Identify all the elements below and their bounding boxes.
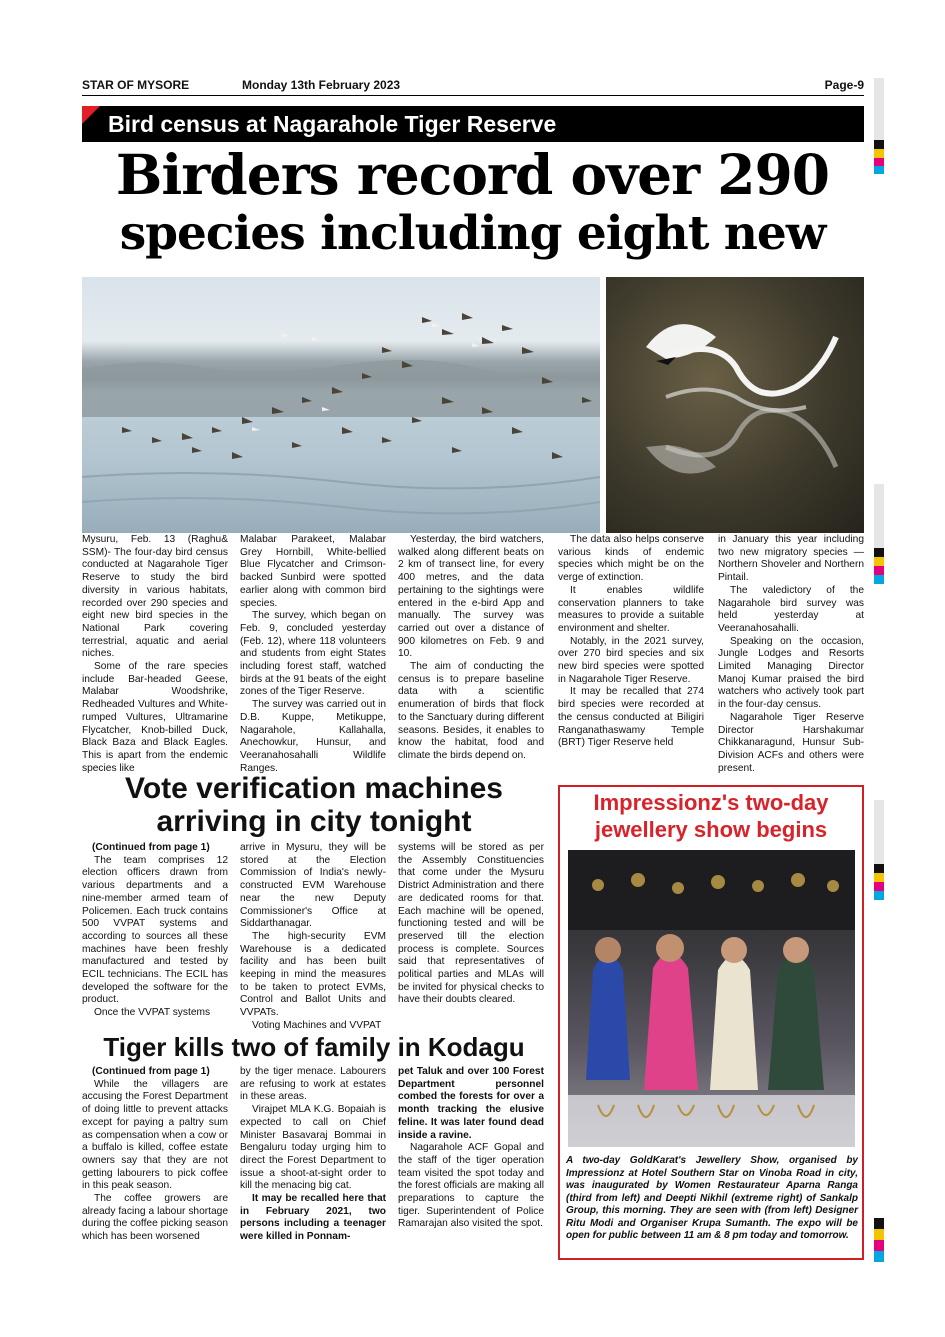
issue-date: Monday 13th February 2023 [242, 78, 401, 92]
tiger-paragraph: pet Taluk and over 100 Forest Department personnel combed the forests for over a month tracking the elusive feline. It was later found dead inside a ravine. [398, 1066, 544, 1141]
lead-paragraph: Speaking on the occasion, Jungle Lodges and Resorts Limited Managing Director Manoj Kumar praised the bird watchers who actively took part in the four-day census. [718, 635, 864, 711]
lead-paragraph: Malabar Parakeet, Malabar Grey Hornbill, White-bellied Blue Flycatcher and Crimson-backed Sunbird were spotted earlier along with common bird species. [240, 534, 386, 609]
registration-mark-middle [874, 484, 884, 584]
lead-column-2 [240, 534, 386, 775]
flock-of-birds-illustration [82, 277, 600, 533]
lead-headline-line2: species including eight new [119, 206, 826, 261]
lead-paragraph: Notably, in the 2021 survey, over 270 bird species and six new bird species were spotted in Nagarahole Tiger Reserve. [558, 635, 704, 685]
lead-kicker-bar [82, 106, 864, 142]
tiger-paragraph: Virajpet MLA K.G. Bopaiah is expected to call on Chief Minister Basavaraj Bommai in Bengaluru today urging him to direct the Forest Department to issue a shoot-at-sight order to kill the menacing big cat. [240, 1104, 386, 1192]
tiger-column-1 [82, 1066, 228, 1244]
lead-column-5 [718, 534, 864, 775]
tiger-headline: Tiger kills two of family in Kodagu [103, 1032, 525, 1062]
vvpat-column-3 [398, 842, 544, 1007]
lead-paragraph: The survey was carried out in D.B. Kuppe, Metikuppe, Nagarahole, Kallahalla, Anechowkur, Hunsur, and Veeranahosahalli Wildlife Ranges. [240, 699, 386, 774]
vvpat-headline [82, 772, 546, 838]
tiger-paragraph: The coffee growers are already facing a labour shortage during the coffee picking season which has been worsened [82, 1193, 228, 1243]
vvpat-paragraph: The team comprises 12 election officers drawn from various departments and a nine-member armed team of Policemen. Each truck contains 500 VVPAT systems and according to sources all these machines have been freshly manufactured and tested by ECIL technicians. The ECIL has developed the software for the product. [82, 854, 228, 1006]
vvpat-paragraph: The high-security EVM Warehouse is a dedicated facility and has been built keeping in mind the measures to be taken to protect EVMs, Control and Ballot Units and VVPATs. [240, 930, 386, 1019]
lead-paragraph: Mysuru, Feb. 13 (Raghu& SSM)- The four-day bird census conducted at Nagarahole Tiger Reserve to study the bird diversity in various habitats, recorded over 290 species and eight new bird species in the National Park covering terrestrial, aquatic and aerial niches. [82, 534, 228, 660]
tiger-paragraph: It may be recalled here that in February 2021, two persons including a teenager were killed in Ponnam- [240, 1193, 386, 1243]
lead-paragraph: It may be recalled that 274 bird species were recorded at the census conducted at Biligiri Ranganathaswamy Temple (BRT) Tiger Reserve held [558, 686, 704, 749]
masthead-rule [82, 95, 864, 96]
registration-mark-lower [874, 800, 884, 900]
vvpat-headline-line2: arriving in city tonight [156, 805, 472, 838]
lead-paragraph: The valedictory of the Nagarahole bird survey was held yesterday at Veeranahosahalli. [718, 584, 864, 634]
tiger-paragraph: by the tiger menace. Labourers are refusing to work at estates in these areas. [240, 1066, 386, 1103]
flycatcher-illustration [606, 277, 864, 533]
continued-note: (Continued from page 1) [92, 1066, 210, 1077]
jewellery-show-illustration [568, 850, 855, 1147]
tiger-column-2 [240, 1066, 386, 1244]
jewellery-show-box [558, 785, 864, 1260]
vvpat-paragraph: systems will be stored as per the Assembly Constituencies that come under the Mysuru District Administration and there are dedicated rooms for that. Each machine will be opened, functioning tested and will be preserved till the election process is complete. Sources said that representatives of political parties and MLAs will be invited for physical checks to have their doubts cleared. [398, 842, 544, 1006]
registration-mark-top [874, 78, 884, 174]
vvpat-column-2 [240, 842, 386, 1033]
lead-column-3 [398, 534, 544, 763]
vvpat-headline-line1: Vote verification machines [125, 772, 503, 805]
jewellery-show-photo [568, 850, 855, 1147]
lead-paragraph: The aim of conducting the census is to prepare baseline data with a scientific enumeration of birds that flock to the Sanctuary during different seasons. Besides, it enables to know the habitat, food and climate the birds depend on. [398, 661, 544, 761]
red-corner-flag [82, 106, 100, 124]
publication-name: STAR OF MYSORE [82, 78, 190, 92]
lead-paragraph: Yesterday, the bird watchers, walked along different beats on 2 km of transect line, for every 400 metres, and the data pertaining to the sightings were entered in the e-bird App and manually. The survey was carried out over a distance of 900 kilometres on Feb. 9 and 10. [398, 534, 544, 660]
lead-paragraph: It enables wildlife conservation planners to take measures to provide a suitable environment and shelter. [558, 584, 704, 634]
tiger-paragraph: While the villagers are accusing the Forest Department of doing little to prevent attacks except for paying a paltry sum as compensation when a cow or a buffalo is killed, coffee estate owners say that they are not getting labourers to pick coffee in this peak season. [82, 1078, 228, 1192]
lead-column-4 [558, 534, 704, 750]
lead-paragraph: The survey, which began on Feb. 9, concluded yesterday (Feb. 12), where 118 volunteers and students from eight States including forest staff, watched birds at the 91 beats of the eight zones of the Tiger Reserve. [240, 610, 386, 698]
lead-paragraph: Some of the rare species include Bar-headed Geese, Malabar Woodshrike, Redheaded Vultures and White-rumped Vultures, Ultramarine Flycatcher, Knob-billed Duck, Black Baza and Black Eagles. This is apart from the endemic species like [82, 661, 228, 774]
paradise-flycatcher-photo [606, 277, 864, 533]
page-number: Page-9 [824, 78, 864, 92]
lead-kicker: Bird census at Nagarahole Tiger Reserve [108, 111, 557, 137]
lead-paragraph: The data also helps conserve various kinds of endemic species which might be on the verge of extinction. [558, 534, 704, 584]
lead-paragraph: Nagarahole Tiger Reserve Director Harshakumar Chikkanaragund, Hunsur Sub-Division ACFs and others were present. [718, 711, 864, 774]
lead-column-1 [82, 534, 228, 775]
jewellery-headline-line2: jewellery show begins [594, 817, 828, 842]
masthead [82, 78, 864, 94]
lead-headline-line1: Birders record over 290 [115, 142, 830, 207]
registration-mark-bottom [874, 1218, 884, 1262]
vvpat-column-1 [82, 842, 228, 1020]
jewellery-headline-line1: Impressionz's two-day [593, 790, 829, 815]
jewellery-photo-caption: A two-day GoldKarat's Jewellery Show, organised by Impressionz at Hotel Southern Star on Vinoba Road in city, was inaugurated by Women Restaurateur Aparna Ranga (third from left) and Deepti Nikhil (extreme right) of Sankalp Group, this morning. They are seen with (from left) Designer Ritu Modi and Organiser Krupa Sumanth. The expo will be open for public between 11 am & 8 pm today and tomorrow. [566, 1155, 858, 1241]
tiger-column-3 [398, 1066, 544, 1231]
vvpat-paragraph: Voting Machines and VVPAT [252, 1019, 382, 1031]
vvpat-paragraph: Once the VVPAT systems [94, 1007, 211, 1019]
vvpat-paragraph: arrive in Mysuru, they will be stored at the Election Commission of India's newly-constructed EVM Warehouse near the new Deputy Commissioner's Office at Siddarthanagar. [240, 842, 386, 930]
jewellery-headline [560, 789, 862, 843]
flock-of-birds-photo [82, 277, 600, 533]
lead-paragraph: in January this year including two new migratory species — Northern Shoveler and Northern Pintail. [718, 534, 864, 584]
tiger-paragraph: Nagarahole ACF Gopal and the staff of the tiger operation team visited the spot today and the forest officials are making all preparations to capture the tiger. Superintendent of Police Ramarajan also visited the spot. [398, 1142, 544, 1230]
continued-note: (Continued from page 1) [92, 842, 210, 853]
